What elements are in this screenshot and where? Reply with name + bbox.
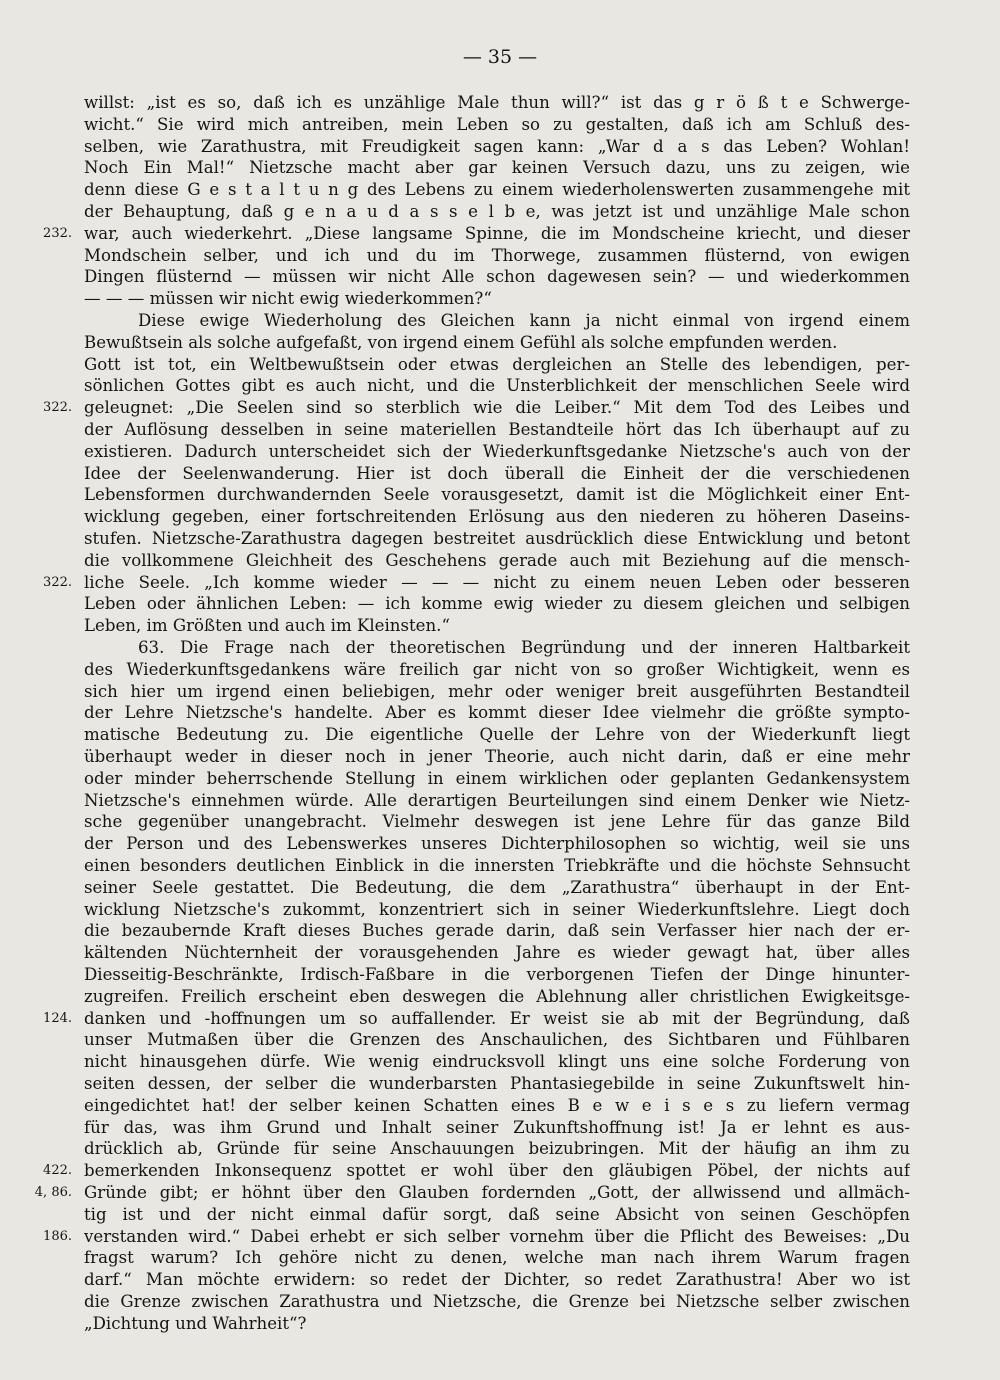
text-line: danken und -hoffnungen um so auffallender. Er weist sie ab mit der Begründung, daß — [84, 1008, 910, 1028]
text-line: drücklich ab, Gründe für seine Anschauungen beizubringen. Mit der häufig an ihm zu — [84, 1139, 910, 1159]
text-line: Gründe gibt; er höhnt über den Glauben fordernden „Gott, der allwissend und allmäch- — [84, 1183, 910, 1202]
text-line: geleugnet: „Die Seelen sind so sterblich wie die Leiber.“ Mit dem Tod des Leibes und — [84, 398, 910, 418]
margin-reference: 322. — [43, 574, 72, 590]
text-line: fragst warum? Ich gehöre nicht zu denen, welche man nach ihrem Warum fragen — [84, 1248, 910, 1268]
text-line: einen besonders deutlichen Einblick in die innersten Triebkräfte und die höchste Sehnsucht — [84, 856, 910, 875]
text-line: wicht.“ Sie wird mich antreiben, mein Leben so zu gestalten, daß ich am Schluß des- — [84, 114, 910, 134]
text-line: die vollkommene Gleichheit des Geschehens gerade auch mit Beziehung auf die mensch- — [84, 550, 910, 570]
text-line: Bewußtsein als solche aufgefaßt, von irgend einem Gefühl als solche empfunden werden. — [84, 332, 838, 352]
text-line: 63. Die Frage nach der theoretischen Begründung und der inneren Haltbarkeit — [138, 638, 910, 657]
text-line: nicht hinausgehen dürfe. Wie wenig eindrucksvoll klingt uns eine solche Forderung von — [84, 1052, 910, 1072]
text-line: matische Bedeutung zu. Die eigentliche Quelle der Lehre von der Wiederkunft liegt — [84, 725, 910, 745]
text-line: seiten dessen, der selber die wunderbarsten Phantasiegebilde in seine Zukunftswelt hin- — [84, 1074, 910, 1093]
text-line: seiner Seele gestattet. Die Bedeutung, die dem „Zarathustra“ überhaupt in der Ent- — [84, 877, 910, 897]
text-line: Leben oder ähnlichen Leben: — ich komme ewig wieder zu diesem gleichen und selbigen — [84, 594, 910, 614]
text-line: zugreifen. Freilich erscheint eben deswegen die Ablehnung aller christlichen Ewigkeitsge- — [84, 986, 910, 1006]
text-line: die bezaubernde Kraft dieses Buches gerade darin, daß sein Verfasser hier nach der er- — [84, 921, 910, 941]
text-line: Diesseitig-Beschränkte, Irdisch-Faßbare in die verborgenen Tiefen der Dinge hinunter- — [84, 965, 910, 984]
page-number: — 35 — — [462, 46, 538, 68]
text-line: denn diese G e s t a l t u n g des Lebens zu einem wiederholenswerten zusammengehe mit — [84, 180, 910, 200]
text-line: stufen. Nietzsche-Zarathustra dagegen bestreitet ausdrücklich diese Entwicklung und betont — [84, 529, 910, 548]
text-line: der Behauptung, daß g e n a u d a s s e l b e, was jetzt ist und unzählige Male schon — [84, 202, 910, 221]
text-line: tig ist und der nicht einmal dafür sorgt, daß seine Absicht von seinen Geschöpfen — [84, 1204, 910, 1224]
text-line: „Dichtung und Wahrheit“? — [84, 1313, 307, 1333]
text-line: der Auflösung desselben in seine materiellen Bestandteile hört das Ich überhaupt auf zu — [84, 420, 910, 439]
text-line: kältenden Nüchternheit der vorausgehenden Jahre es wieder gewagt hat, über alles — [84, 943, 910, 963]
text-line: oder minder beherrschende Stellung in einem wirklichen oder geplanten Gedankensystem — [84, 768, 910, 788]
text-line: sönlichen Gottes gibt es auch nicht, und die Unsterblichkeit der menschlichen Seele wird — [84, 376, 910, 396]
margin-reference: 186. — [43, 1228, 72, 1244]
text-line: Nietzsche's einnehmen würde. Alle derartigen Beurteilungen sind einem Denker wie Nietz- — [84, 790, 910, 810]
text-line: Lebensformen durchwandernden Seele vorausgesetzt, damit ist die Möglichkeit einer Ent- — [84, 485, 910, 505]
text-line: war, auch wiederkehrt. „Diese langsame Spinne, die im Mondscheine kriecht, und dieser — [84, 223, 910, 243]
text-line: des Wiederkunftsgedankens wäre freilich gar nicht von so großer Wichtigkeit, wenn es — [84, 659, 910, 679]
text-line: darf.“ Man möchte erwidern: so redet der Dichter, so redet Zarathustra! Aber wo ist — [84, 1270, 910, 1290]
text-line: sche gegenüber unangebracht. Vielmehr deswegen ist jene Lehre für das ganze Bild — [84, 812, 910, 832]
margin-reference: 4, 86. — [34, 1185, 72, 1200]
text-line: Mondschein selber, und ich und du im Thorwege, zusammen flüsternd, von ewigen — [84, 245, 910, 265]
text-line: willst: „ist es so, daß ich es unzählige Male thun will?“ ist das g r ö ß t e Schwerge- — [84, 93, 910, 112]
text-line: wicklung gegeben, einer fortschreitenden Erlösung aus den niederen zu höheren Daseins- — [84, 507, 910, 527]
text-line: liche Seele. „Ich komme wieder — — — nicht zu einem neuen Leben oder besseren — [84, 572, 910, 592]
text-line: eingedichtet hat! der selber keinen Schatten eines B e w e i s e s zu liefern vermag — [84, 1095, 910, 1115]
text-line: — — — müssen wir nicht ewig wiederkommen?“ — [84, 289, 492, 309]
text-line: Idee der Seelenwanderung. Hier ist doch überall die Einheit der die verschiedenen — [84, 463, 910, 483]
text-line: selben, wie Zarathustra, mit Freudigkeit sagen kann: „War d a s das Leben? Wohlan! — [84, 136, 910, 156]
text-line: überhaupt weder in dieser noch in jener Theorie, auch nicht darin, daß er eine mehr — [84, 747, 910, 766]
text-line: Leben, im Größten und auch im Kleinsten.“ — [84, 616, 450, 636]
text-line: Diese ewige Wiederholung des Gleichen kann ja nicht einmal von irgend einem — [138, 311, 910, 330]
margin-reference: 322. — [43, 400, 72, 416]
text-line: die Grenze zwischen Zarathustra und Nietzsche, die Grenze bei Nietzsche selber zwischen — [84, 1292, 910, 1311]
margin-reference: 232. — [43, 225, 72, 241]
text-line: verstanden wird.“ Dabei erhebt er sich selber vornehm über die Pflicht des Beweises: „Du — [84, 1226, 910, 1246]
margin-reference: 422. — [43, 1163, 72, 1179]
text-line: Noch Ein Mal!“ Nietzsche macht aber gar keinen Versuch dazu, uns zu zeigen, wie — [84, 158, 910, 178]
text-line: wicklung Nietzsche's zukommt, konzentriert sich in seiner Wiederkunftslehre. Liegt doch — [84, 899, 910, 919]
margin-reference: 124. — [43, 1010, 72, 1026]
text-line: unser Mutmaßen über die Grenzen des Anschaulichen, des Sichtbaren und Fühlbaren — [84, 1030, 910, 1050]
text-line: Dingen flüsternd — müssen wir nicht Alle schon dagewesen sein? — und wiederkommen — [84, 267, 910, 287]
text-line: der Person und des Lebenswerkes unseres Dichterphilosophen so wichtig, weil sie uns — [84, 834, 910, 854]
text-line: für das, was ihm Grund und Inhalt seiner Zukunftshoffnung ist! Ja er lehnt es aus- — [84, 1117, 910, 1137]
text-line: der Lehre Nietzsche's handelte. Aber es kommt dieser Idee vielmehr die größte sympto- — [84, 703, 910, 723]
text-line: bemerkenden Inkonsequenz spottet er wohl über den gläubigen Pöbel, der nichts auf — [84, 1161, 910, 1181]
text-line: Gott ist tot, ein Weltbewußtsein oder etwas dergleichen an Stelle des lebendigen, per- — [84, 354, 910, 374]
text-line: sich hier um irgend einen beliebigen, mehr oder weniger breit ausgeführten Bestandteil — [84, 681, 910, 701]
text-line: existieren. Dadurch unterscheidet sich der Wiederkunftsgedanke Nietzsche's auch von der — [84, 441, 910, 461]
